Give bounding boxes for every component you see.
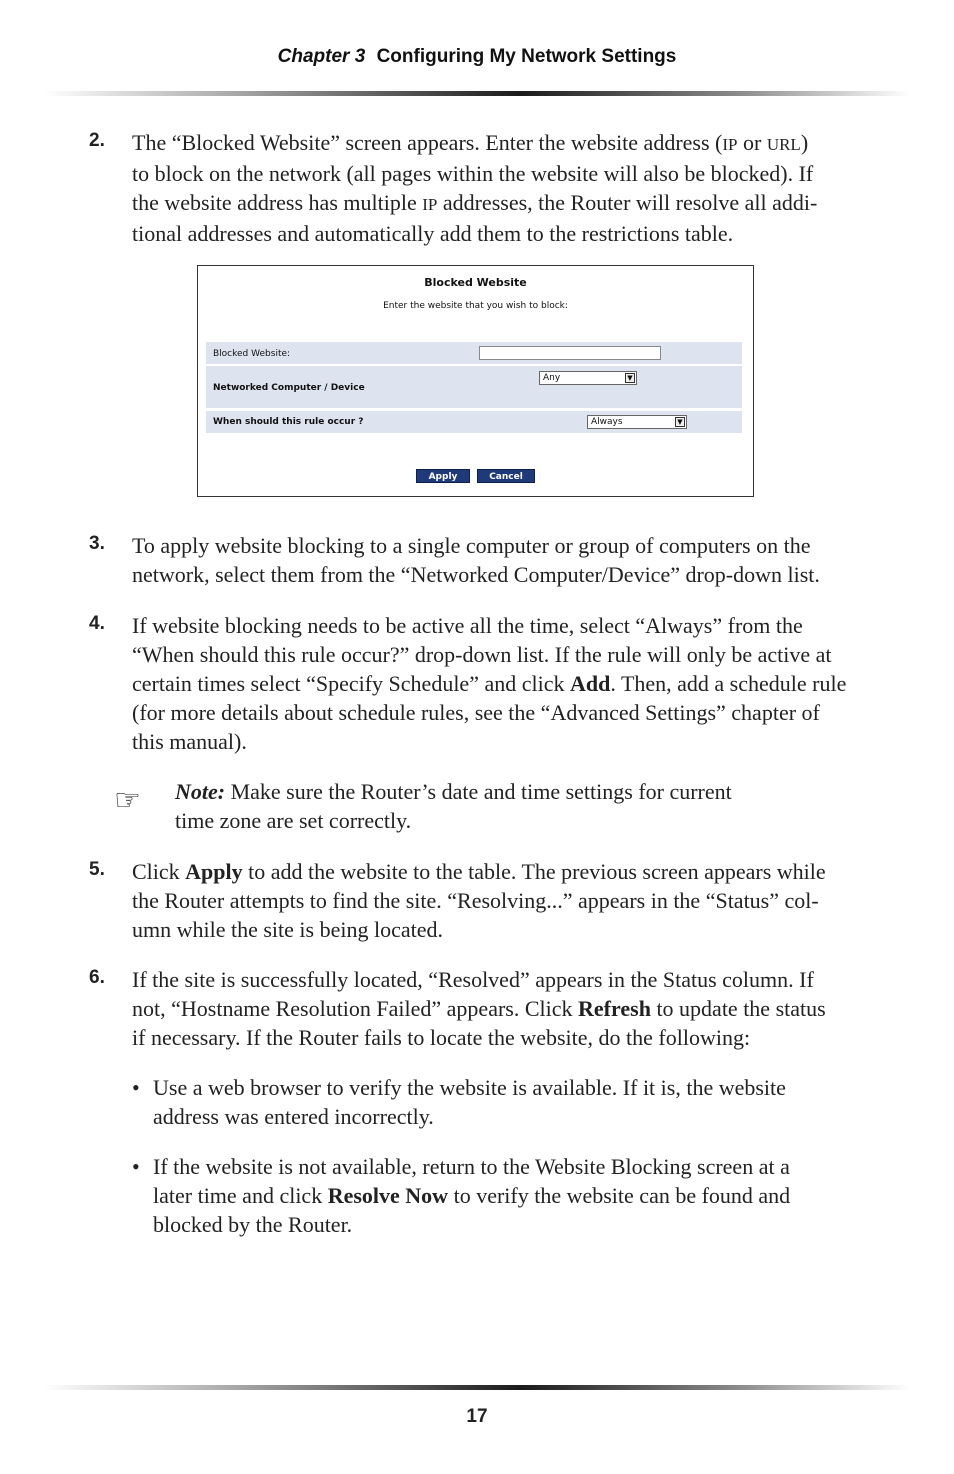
- note-label: Note:: [175, 779, 226, 804]
- bullet-marker: •: [132, 1075, 140, 1100]
- device-select[interactable]: Any ▼: [539, 371, 637, 385]
- apply-button[interactable]: Apply: [416, 469, 470, 483]
- step-text: To apply website blocking to a single computer or group of computers on the network, select them from the “Networked Computer/Device” drop-down list.: [132, 533, 820, 587]
- step-number: 5.: [89, 859, 105, 880]
- bullet-marker: •: [132, 1154, 140, 1179]
- step-text: If the site is successfully located, “Resolved” appears in the Status column. If not, “Hostname Resolution Failed” appears. Click Refresh to update the status if necessary. If the Router fails to locate the website, do the following:: [132, 967, 826, 1050]
- screenshot-subtitle: Enter the website that you wish to block:: [383, 301, 568, 311]
- bullet-item: Use a web browser to verify the website is available. If it is, the website address was entered incorrectly.: [153, 1075, 786, 1129]
- chevron-down-icon: ▼: [675, 417, 685, 427]
- cancel-button[interactable]: Cancel: [477, 469, 535, 483]
- header-rule: [44, 91, 910, 96]
- screenshot-title: Blocked Website: [424, 276, 527, 289]
- chapter-title: Configuring My Network Settings: [376, 46, 677, 67]
- note-text: Note: Make sure the Router’s date and time settings for current time zone are set correctly.: [175, 779, 732, 833]
- chapter-label: Chapter 3: [277, 46, 366, 67]
- step-number: 6.: [89, 967, 105, 988]
- device-label: Networked Computer / Device: [213, 383, 365, 393]
- step-number: 3.: [89, 533, 105, 554]
- footer-rule: [44, 1385, 910, 1390]
- when-label: When should this rule occur ?: [213, 417, 364, 427]
- step-text: Click Apply to add the website to the table. The previous screen appears while the Router attempts to find the site. “Resolving...” appears in the “Status” col- umn while the site is being located.: [132, 859, 826, 942]
- step-text: The “Blocked Website” screen appears. Enter the website address (IP or URL) to block on the network (all pages within the website will also be blocked). If the website address has multiple IP addresses, the Router will resolve all addi- tional addresses and automatically add them to the restrictions table.: [132, 130, 818, 246]
- blocked-website-input[interactable]: [479, 346, 661, 360]
- chevron-down-icon: ▼: [625, 373, 635, 383]
- blocked-website-label: Blocked Website:: [213, 349, 291, 359]
- when-select[interactable]: Always ▼: [587, 415, 687, 429]
- page-header: [0, 46, 954, 68]
- step-number: 4.: [89, 613, 105, 634]
- page-number: 17: [466, 1406, 488, 1427]
- pointing-hand-icon: ☞: [114, 783, 141, 818]
- step-text: If website blocking needs to be active all the time, select “Always” from the “When should this rule occur?” drop-down list. If the rule will only be active at certain times select “Specify Schedule” and click Add. Then, add a schedule rule (for more details about schedule rules, see the “Advanced Settings” chapter of this manual).: [132, 613, 847, 754]
- blocked-website-screenshot: [197, 265, 754, 497]
- bullet-item: If the website is not available, return to the Website Blocking screen at a later time and click Resolve Now to verify the website can be found and blocked by the Router.: [153, 1154, 791, 1237]
- step-number: 2.: [89, 130, 105, 151]
